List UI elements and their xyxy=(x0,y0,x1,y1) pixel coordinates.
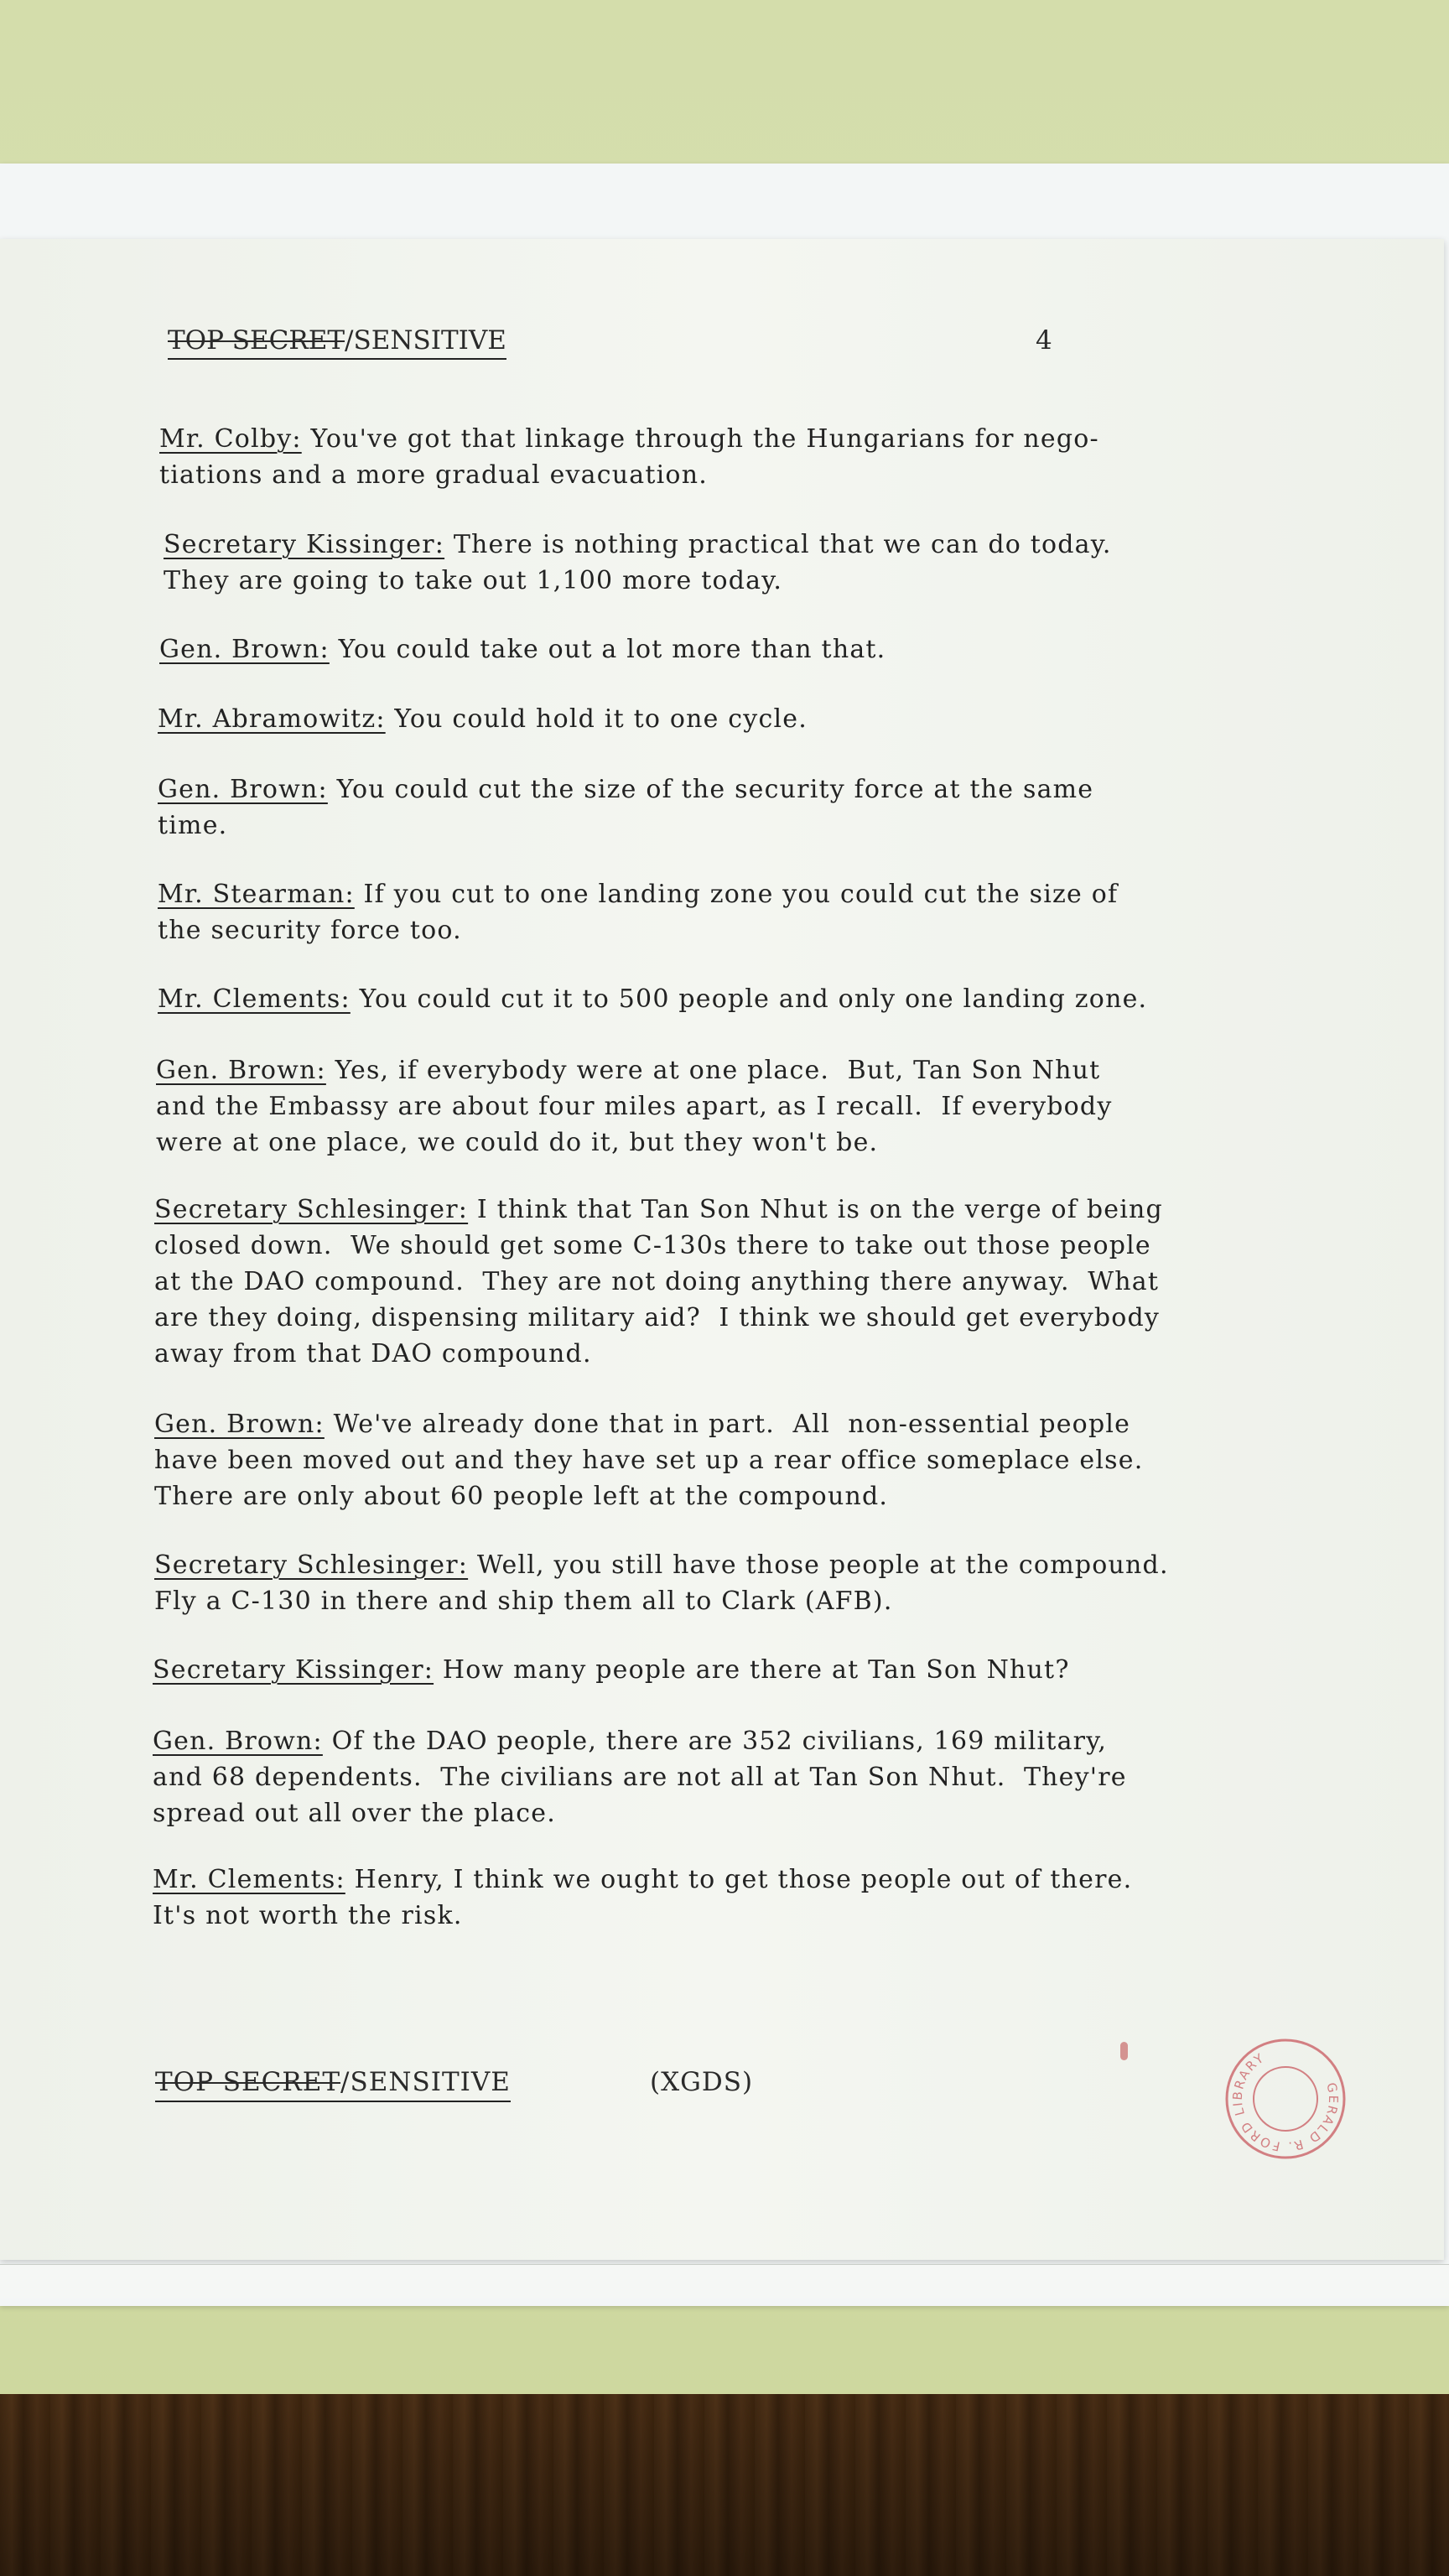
speaker-name: Gen. Brown: xyxy=(154,1410,325,1439)
speaker-name: Secretary Schlesinger: xyxy=(154,1550,469,1580)
sheet-bottom-edge xyxy=(0,2264,1449,2298)
page-footer xyxy=(155,2067,910,2104)
statement-text: Well, you still have those people at the compound. Fly a C-130 in there and ship them all to Clark (AFB). xyxy=(154,1550,1169,1616)
speaker-name: Mr. Stearman: xyxy=(158,880,355,909)
header-classification xyxy=(168,325,506,360)
page-header xyxy=(168,325,1090,359)
speaker-name: Mr. Abramowitz: xyxy=(158,704,386,734)
wooden-desk xyxy=(0,2394,1449,2576)
speaker-name: Gen. Brown: xyxy=(156,1056,326,1085)
transcript-paragraph xyxy=(158,876,1374,948)
transcript-paragraph xyxy=(154,1547,1370,1619)
struck-classification: TOP SECRET xyxy=(155,2067,341,2097)
speaker-name: Secretary Kissinger: xyxy=(153,1655,434,1685)
stamp-text: GERALD R. FORD LIBRARY xyxy=(1229,2049,1342,2155)
transcript-paragraph xyxy=(158,771,1374,844)
transcript-paragraph xyxy=(164,527,1379,599)
statement-text: You could cut the size of the security force at the same time. xyxy=(158,775,1094,840)
statement-text: You could hold it to one cycle. xyxy=(385,704,808,734)
speaker-name: Mr. Clements: xyxy=(158,984,351,1014)
statement-text: Of the DAO people, there are 352 civilians, 169 military, and 68 dependents. The civilians are not all at Tan Son Nhut. They're spread out all over the place. xyxy=(153,1727,1127,1828)
transcript-paragraph xyxy=(159,421,1375,493)
statement-text: You could cut it to 500 people and only one landing zone. xyxy=(350,984,1148,1014)
struck-classification: TOP SECRET xyxy=(168,325,345,356)
statement-text: If you cut to one landing zone you could cut the size of the security force too. xyxy=(158,880,1119,945)
speaker-name: Mr. Clements: xyxy=(153,1865,345,1894)
transcript-paragraph xyxy=(153,1652,1368,1688)
red-ink-mark xyxy=(1120,2042,1128,2060)
transcript-paragraph xyxy=(159,631,1375,667)
statement-text: How many people are there at Tan Son Nhut? xyxy=(434,1655,1070,1685)
classification-suffix: /SENSITIVE xyxy=(345,325,506,356)
page-number: 4 xyxy=(1036,325,1052,356)
transcript-paragraph xyxy=(153,1862,1368,1934)
speaker-name: Secretary Schlesinger: xyxy=(154,1195,469,1224)
statement-text: We've already done that in part. All non-essential people have been moved out and they have set up a rear office someplace else. There are only about 60 people left at the compound. xyxy=(154,1410,1144,1511)
statement-text: Yes, if everybody were at one place. But, Tan Son Nhut and the Embassy are about four miles apart, as I recall. If everybody were at one place, we could do it, but they won't be. xyxy=(156,1056,1113,1157)
speaker-name: Gen. Brown: xyxy=(153,1727,323,1756)
speaker-name: Gen. Brown: xyxy=(158,775,328,804)
transcript-paragraph xyxy=(158,981,1374,1017)
speaker-name: Gen. Brown: xyxy=(159,635,330,664)
statement-text: There is nothing practical that we can do today. They are going to take out 1,100 more today. xyxy=(164,530,1112,595)
transcript-paragraph xyxy=(153,1723,1368,1831)
speaker-name: Secretary Kissinger: xyxy=(164,530,445,559)
library-stamp xyxy=(1223,2036,1348,2162)
classification-suffix: /SENSITIVE xyxy=(340,2067,511,2097)
transcript-paragraph xyxy=(154,1406,1370,1514)
speaker-name: Mr. Colby: xyxy=(159,424,302,454)
footer-classification xyxy=(155,2067,511,2102)
transcript-paragraph xyxy=(158,701,1374,737)
statement-text: You could take out a lot more than that. xyxy=(329,635,886,664)
statement-text: You've got that linkage through the Hungarians for nego- tiations and a more gradual evacuation. xyxy=(159,424,1099,490)
transcript-paragraph xyxy=(156,1052,1372,1161)
transcript-paragraph xyxy=(154,1192,1370,1372)
statement-text: Henry, I think we ought to get those people out of there. It's not worth the risk. xyxy=(153,1865,1133,1930)
statement-text: I think that Tan Son Nhut is on the verge of being closed down. We should get some C-130s there to take out those people at the DAO compound. They are not doing anything there anyway. What are they doing, dispensing military aid? I think we should get everybody away from that DAO compound. xyxy=(154,1195,1163,1368)
declassification-code: (XGDS) xyxy=(650,2067,754,2097)
svg-text:GERALD R. FORD LIBRARY xyxy=(1223,2036,1348,2162)
